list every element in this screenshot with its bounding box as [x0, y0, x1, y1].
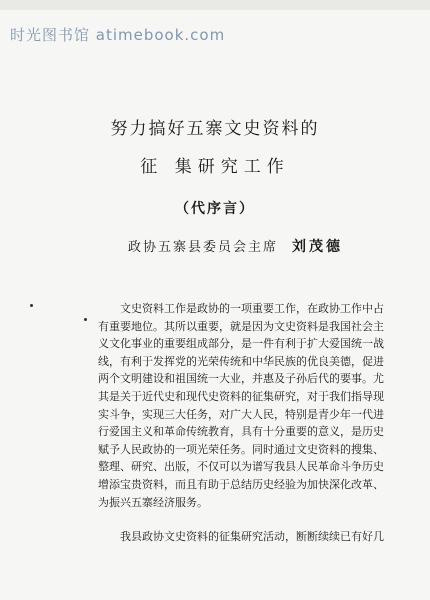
byline-author: 刘茂德: [292, 239, 344, 255]
title-line-2: 征 集研究工作: [140, 157, 290, 177]
subtitle: （代序言）: [175, 201, 255, 217]
scan-speck: [30, 304, 33, 307]
paragraph-line: 整理、研究、出版，不仅可以为谱写我县人民革命斗争历史: [98, 460, 384, 474]
title-line-1: 努力搞好五寨文史资料的: [110, 119, 320, 139]
paragraph-2-start: 我县政协文史资料的征集研究活动，断断续续已有好几: [120, 530, 384, 543]
paragraph-line: 行爱国主义和革命传统教育，具有十分重要的意义，是历史: [98, 425, 384, 439]
paragraph-line: 为振兴五寨经济服务。: [98, 495, 208, 509]
byline: [128, 236, 343, 256]
paragraph-line: 有重要地位。其所以重要，就是因为文史资料是我国社会主: [98, 319, 384, 333]
scan-speck: [84, 318, 87, 321]
paragraph-1: [98, 300, 398, 511]
paragraph-line: 增添宝贵资料，而且有助于总结历史经验为加快深化改革、: [98, 477, 384, 491]
paragraph-line: 实斗争，实现三大任务，对广大人民，特别是青少年一代进: [98, 407, 384, 421]
watermark: 时光图书馆 atimebook.com: [10, 26, 226, 44]
paragraph-line: 赋予人民政协的一项光荣任务。同时通过文史资料的搜集、: [98, 442, 384, 456]
paragraph-line: 线，有利于发挥党的光荣传统和中华民族的优良美德，促进: [98, 354, 384, 368]
paragraph-line: 义文化事业的重要组成部分，是一件有利于扩大爱国统一战: [98, 337, 384, 351]
byline-organization: 政协五寨县委员会主席: [128, 240, 279, 255]
paragraph-line: 其是关于近代史和现代史资料的征集研究，对于我们指导现: [98, 389, 384, 403]
page-top-edge: [0, 0, 430, 10]
paragraph-line: 两个文明建设和祖国统一大业，并惠及子孙后代的要事。尤: [98, 372, 384, 386]
paragraph-line: 文史资料工作是政协的一项重要工作，在政协工作中占: [120, 302, 384, 315]
